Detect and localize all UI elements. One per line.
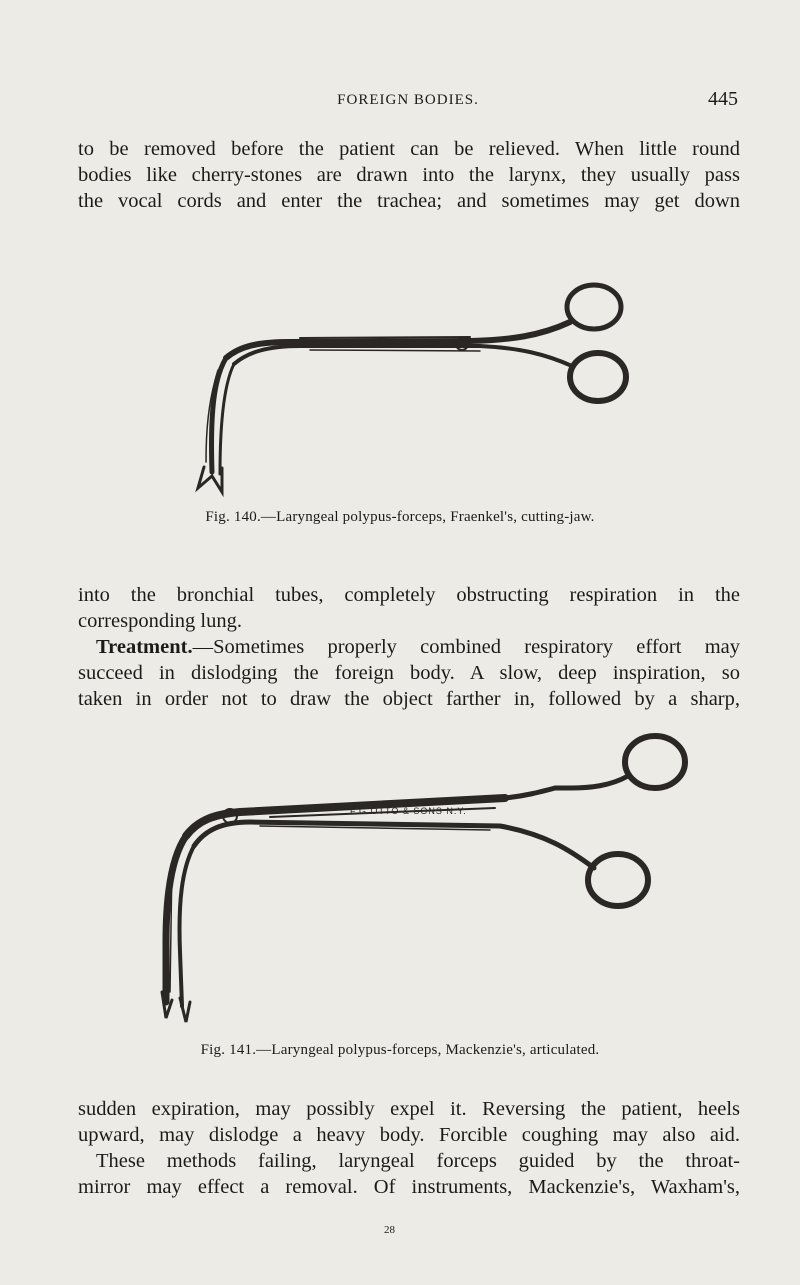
text-line: upward, may dislodge a heavy body. Forcible coughing may also aid. bbox=[78, 1124, 740, 1146]
lower-finger-ring bbox=[588, 854, 648, 906]
vertical-rod-inner bbox=[180, 846, 194, 1006]
paragraph-bronchial bbox=[78, 582, 740, 634]
text-line: mirror may effect a removal. Of instruments, Mackenzie's, Waxham's, bbox=[78, 1176, 740, 1198]
paragraph-expiration bbox=[78, 1096, 740, 1148]
paragraph-treatment bbox=[78, 634, 740, 712]
text-line: These methods failing, laryngeal forceps guided by the throat- bbox=[96, 1150, 740, 1172]
signature-mark: 28 bbox=[384, 1224, 395, 1236]
paragraph-intro bbox=[78, 136, 740, 214]
text-line: into the bronchial tubes, completely obstructing respiration in the bbox=[78, 584, 740, 606]
upper-shaft bbox=[226, 322, 570, 358]
treatment-heading: Treatment. bbox=[96, 636, 193, 658]
figure-140 bbox=[0, 262, 800, 527]
running-head bbox=[78, 88, 738, 112]
figure-141-caption: Fig. 141.—Laryngeal polypus-forceps, Mackenzie's, articulated. bbox=[200, 1042, 600, 1058]
text-line bbox=[78, 634, 740, 660]
text-line: to be removed before the patient can be relieved. When little round bbox=[78, 138, 740, 160]
paragraph-methods bbox=[78, 1148, 740, 1200]
vertical-rod-inner bbox=[220, 364, 234, 474]
text-line: corresponding lung. bbox=[78, 610, 242, 632]
upper-finger-ring bbox=[625, 736, 685, 788]
figure-140-caption: Fig. 140.—Laryngeal polypus-forceps, Fraenkel's, cutting-jaw. bbox=[205, 509, 595, 525]
maker-engraving: F.G.OTTO & SONS N.Y. bbox=[350, 806, 467, 816]
upper-shaft bbox=[186, 798, 505, 836]
figure-141 bbox=[0, 722, 800, 1062]
vertical-rod-outer bbox=[166, 836, 186, 1002]
jaw-tip-right bbox=[180, 998, 190, 1022]
upper-finger-ring bbox=[567, 285, 621, 329]
text-line: sudden expiration, may possibly expel it. Reversing the patient, heels bbox=[78, 1098, 740, 1120]
mackenzie-forceps-illustration bbox=[0, 722, 800, 1032]
text-line: succeed in dislodging the foreign body. A slow, deep inspiration, so bbox=[78, 662, 740, 684]
text-line: taken in order not to draw the object farther in, followed by a sharp, bbox=[78, 688, 740, 710]
lower-shaft bbox=[234, 346, 572, 366]
text-line: bodies like cherry-stones are drawn into the larynx, they usually pass bbox=[78, 164, 740, 186]
running-title: FOREIGN BODIES. bbox=[337, 92, 479, 108]
text-line: the vocal cords and enter the trachea; and sometimes may get down bbox=[78, 190, 740, 212]
text-run: —Sometimes properly combined respiratory effort may bbox=[192, 636, 740, 658]
fraenkel-forceps-illustration bbox=[0, 262, 800, 502]
page-number: 445 bbox=[708, 88, 738, 110]
upper-handle-arm bbox=[505, 776, 628, 798]
lower-finger-ring bbox=[570, 353, 626, 401]
